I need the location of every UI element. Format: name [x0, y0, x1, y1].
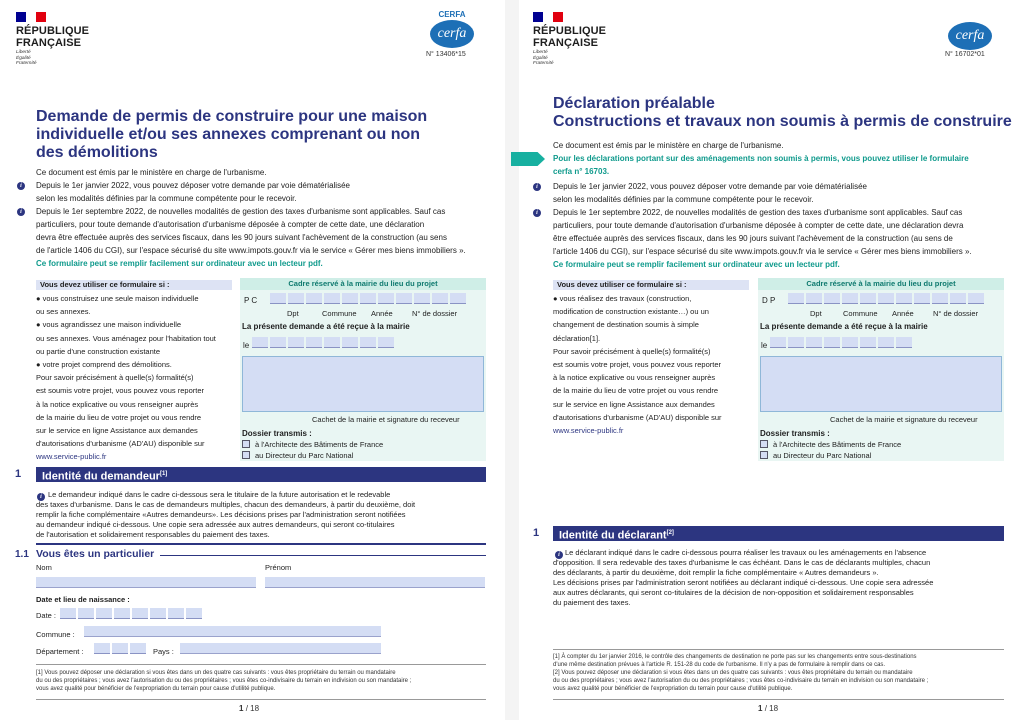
section-number: 1	[533, 527, 540, 539]
intro-line: de l'article 1406 du CGI), sur l'espace sécurisé du site www.impots.gouv.fr via le service « Gérer mes biens immobiliers ».	[36, 246, 466, 255]
subsection-title: Vous êtes un particulier	[36, 548, 155, 560]
intro-line: Depuis le 1er septembre 2022, de nouvelles modalités de gestion des taxes d'urbanisme sont applicables. Sauf cas	[553, 208, 963, 217]
birth-commune-input[interactable]	[84, 626, 381, 637]
cerfa-16702-page	[519, 0, 1024, 720]
code-letters: P C	[244, 296, 258, 305]
page-number: 1 / 18	[239, 704, 260, 713]
intro-line: devra être effectuée auprès des services fiscaux, dans les 90 jours suivant l'achèvement de la construction (au sens	[36, 233, 447, 242]
cachet-label: Cachet de la mairie et signature du receveur	[312, 415, 460, 424]
dossier-number-fields[interactable]	[788, 293, 984, 304]
cerfa-label: CERFA	[438, 10, 466, 19]
devise: Liberté Égalité Fraternité	[16, 50, 37, 67]
birth-date-input[interactable]	[60, 608, 202, 619]
cerfa-13406-page	[0, 0, 505, 720]
page-rule	[553, 699, 1004, 700]
intro-line: selon les modalités définies par la commune compétente pour le recevoir.	[36, 194, 297, 203]
cachet-area[interactable]	[760, 356, 1002, 412]
section-title: Identité du déclarant[2]	[553, 526, 1004, 541]
nom-input[interactable]	[36, 577, 256, 588]
dossier-label: N° de dossier	[933, 309, 979, 318]
section-divider	[36, 543, 486, 545]
service-public-link[interactable]: www.service-public.fr	[553, 426, 624, 436]
intro-line: particuliers, pour toute demande d'autorisation d'urbanisme déposée à compter de cette date, une déclaration devra	[553, 221, 964, 230]
page-title: Demande de permis de construire pour une maison individuelle et/ou ses annexes comprenant ou non des démolitions	[36, 108, 428, 161]
republique-francaise-logo: RÉPUBLIQUE FRANÇAISE	[533, 25, 607, 49]
highlight-arrow-icon	[511, 152, 545, 166]
must-use-heading: Vous devez utiliser ce formulaire si :	[553, 280, 749, 290]
prenom-input[interactable]	[265, 577, 485, 588]
cerfa-logo-icon: cerfa	[430, 20, 474, 48]
info-icon: i	[17, 182, 25, 190]
service-public-link[interactable]: www.service-public.fr	[36, 452, 107, 462]
republique-francaise-logo: RÉPUBLIQUE FRANÇAISE	[16, 25, 90, 49]
section-description: Le demandeur indiqué dans le cadre ci-dessous sera le titulaire de la future autorisation et le redevable	[48, 490, 391, 499]
date-lieu-label: Date et lieu de naissance :	[36, 595, 130, 604]
intro-green-line: Ce formulaire peut se remplir facilement sur ordinateur avec un lecteur pdf.	[553, 260, 840, 269]
devise: Liberté Égalité Fraternité	[533, 50, 554, 67]
french-flag-icon	[533, 12, 563, 22]
reception-date-field[interactable]	[252, 337, 394, 348]
intro-line: particuliers, pour toute demande d'autorisation d'urbanisme déposée à compter de cette date, une déclaration	[36, 220, 425, 229]
page-rule	[36, 699, 486, 700]
commune-label: Commune	[322, 309, 357, 318]
intro-green-line: Pour les déclarations portant sur des aménagements non soumis à permis, vous pouvez utiliser le formulaire	[553, 154, 969, 163]
must-use-list: ● vous réalisez des travaux (construction, modification de construction existante…) ou un changement de destination soumis à simple déclaration[1]. Pour savoir précisément à quelle(s) formalité(s) est soumis votre projet, vous pouvez vous reporter à la notice explicative ou vous renseigner auprès de la mairie du lieu de votre projet ou vous rendre sur le service en ligne Assistance aux demandes d'autorisations d'urbanisme (AD'AU) disponible sur www.service-public.fr	[553, 292, 722, 437]
subsection-rule	[160, 555, 486, 556]
parc-national-checkbox[interactable]: au Directeur du Parc National	[242, 451, 353, 460]
section-number: 1	[15, 468, 22, 480]
intro-green-line: Ce formulaire peut se remplir facilement sur ordinateur avec un lecteur pdf.	[36, 259, 323, 268]
le-label: le	[761, 341, 768, 350]
dossier-label: N° de dossier	[412, 309, 458, 318]
dossier-number-fields[interactable]	[270, 293, 466, 304]
pays-label: Pays :	[153, 647, 174, 656]
cachet-area[interactable]	[242, 356, 484, 412]
footnotes: [1] À compter du 1er janvier 2016, le contrôle des changements de destination ne porte pas sur les changements entre sous-destinations d'une même destination prévues à l'article R. 151-28 du code de l'urbanisme. Il n'y a pas de formulaire à remplir dans ce cas. [2] Vous pouvez déposer une déclaration si vous êtes dans un des quatre cas suivants : vous êtes propriétaire du terrain ou mandataire du ou des propriétaires ; vous avez l'autorisation du ou des propriétaires ; vous êtes co-indivisaire du terrain en indivision ou son mandataire ; vous avez qualité pour bénéficier de l'expropriation du terrain pour cause d'utilité publique.	[553, 654, 929, 692]
intro-line: l'article 1406 du CGI), sur l'espace sécurisé du site www.impots.gouv.fr via le service « Gérer mes biens immobiliers ».	[553, 247, 972, 256]
mairie-header: Cadre réservé à la mairie du lieu du projet	[240, 278, 486, 290]
cerfa-number: N° 16702*01	[945, 51, 985, 58]
cachet-label: Cachet de la mairie et signature du receveur	[830, 415, 978, 424]
intro-line: être effectuée auprès des services fiscaux, dans les 90 jours suivant l'achèvement de la construction (au sens de	[553, 234, 953, 243]
prenom-label: Prénom	[265, 563, 292, 572]
intro-line: Depuis le 1er septembre 2022, de nouvelles modalités de gestion des taxes d'urbanisme sont applicables. Sauf cas	[36, 207, 446, 216]
mairie-reserved-box	[758, 278, 1004, 461]
dossier-transmis-label: Dossier transmis :	[760, 429, 830, 438]
intro-line: Ce document est émis par le ministère en charge de l'urbanisme.	[36, 168, 267, 177]
info-icon: i	[37, 493, 45, 501]
code-letters: D P	[762, 296, 776, 305]
intro-green-line: cerfa n° 16703.	[553, 167, 610, 176]
parc-national-checkbox[interactable]: au Directeur du Parc National	[760, 451, 871, 460]
abf-checkbox[interactable]: à l'Architecte des Bâtiments de France	[760, 440, 901, 449]
page-gutter	[505, 0, 519, 720]
page-title: Déclaration préalable Constructions et travaux non soumis à permis de construire	[553, 95, 1012, 130]
subsection-number: 1.1	[15, 549, 29, 560]
cerfa-logo-icon: cerfa	[948, 22, 992, 50]
commune-label: Commune :	[36, 630, 75, 639]
footnote-rule	[553, 649, 1004, 650]
page-number: 1 / 18	[758, 704, 779, 713]
section-description: Le déclarant indiqué dans le cadre ci-dessous pourra réaliser les travaux ou les aménagements en l'absence	[565, 548, 927, 557]
info-icon: i	[533, 183, 541, 191]
footnote-rule	[36, 664, 486, 665]
section-title: Identité du demandeur[1]	[36, 467, 486, 482]
recue-label: La présente demande a été reçue à la mairie	[242, 322, 410, 331]
info-icon: i	[17, 208, 25, 216]
birth-departement-input[interactable]	[94, 643, 146, 654]
must-use-list: ● vous construisez une seule maison individuelle ou ses annexes. ● vous agrandissez une maison individuelle ou ses annexes. Vous aménagez pour l'habitation tout ou partie d'une construction existante ● votre projet comprend des démolitions. Pour savoir précisément à quelle(s) formalité(s) est soumis votre projet, vous pouvez vous reporter à la notice explicative ou vous renseigner auprès de la mairie du lieu de votre projet ou vous rendre sur le service en ligne Assistance aux demandes d'autorisations d'urbanisme (AD'AU) disponible sur www.service-public.fr	[36, 292, 216, 464]
dpt-label: Dpt	[287, 309, 299, 318]
birth-country-input[interactable]	[180, 643, 381, 654]
intro-line: Ce document est émis par le ministère en charge de l'urbanisme.	[553, 141, 784, 150]
annee-label: Année	[371, 309, 393, 318]
mairie-header: Cadre réservé à la mairie du lieu du projet	[758, 278, 1004, 290]
mairie-reserved-box	[240, 278, 486, 461]
reception-date-field[interactable]	[770, 337, 912, 348]
footnotes: [1] Vous pouvez déposer une déclaration si vous êtes dans un des quatre cas suivants : vous êtes propriétaire du terrain ou mandataire du ou des propriétaires ; vous avez l'autorisation du ou des propriétaires ; vous êtes co-indivisaire du terrain en indivision ou son mandataire ; vous avez qualité pour bénéficier de l'expropriation du terrain pour cause d'utilité publique.	[36, 670, 412, 692]
dossier-transmis-label: Dossier transmis :	[242, 429, 312, 438]
dpt-label: Dpt	[810, 309, 822, 318]
cerfa-number: N° 13406*15	[426, 51, 466, 58]
intro-line: Depuis le 1er janvier 2022, vous pouvez déposer votre demande par voie dématérialisée	[36, 181, 350, 190]
annee-label: Année	[892, 309, 914, 318]
le-label: le	[243, 341, 250, 350]
info-icon: i	[555, 551, 563, 559]
recue-label: La présente demande a été reçue à la mairie	[760, 322, 928, 331]
intro-line: selon les modalités définies par la commune compétente pour le recevoir.	[553, 195, 814, 204]
section-description: des taxes d'urbanisme. Dans le cas de demandeurs multiples, chacun des demandeurs, à partir du deuxième, doit remplir la fiche complémentaire «Autres demandeurs». Les décisions prises par l'administration seront notifiées au demandeur indiqué ci-dessous. Une copie sera adressée aux autres demandeurs, qui seront co-titulaires de l'autorisation et solidairement responsables du paiement des taxes.	[36, 500, 416, 539]
section-description: d'opposition. Il sera redevable des taxes d'urbanisme le cas échéant. Dans le cas de déclarants multiples, chacun des déclarants, à partir du deuxième, doit remplir la fiche complémentaire « Autres demandeurs ». Les décisions prises par l'administration seront notifiées au déclarant indiqué ci-dessous. Une copie sera adressée aux autres déclarants, qui seront co-titulaires de la décision de non-opposition et solidairement responsables du paiement des taxes.	[553, 558, 934, 607]
commune-label: Commune	[843, 309, 878, 318]
departement-label: Département :	[36, 647, 84, 656]
abf-checkbox[interactable]: à l'Architecte des Bâtiments de France	[242, 440, 383, 449]
info-icon: i	[533, 209, 541, 217]
must-use-heading: Vous devez utiliser ce formulaire si :	[36, 280, 232, 290]
french-flag-icon	[16, 12, 46, 22]
intro-line: Depuis le 1er janvier 2022, vous pouvez déposer votre demande par voie dématérialisée	[553, 182, 867, 191]
date-label: Date :	[36, 611, 57, 620]
nom-label: Nom	[36, 563, 52, 572]
